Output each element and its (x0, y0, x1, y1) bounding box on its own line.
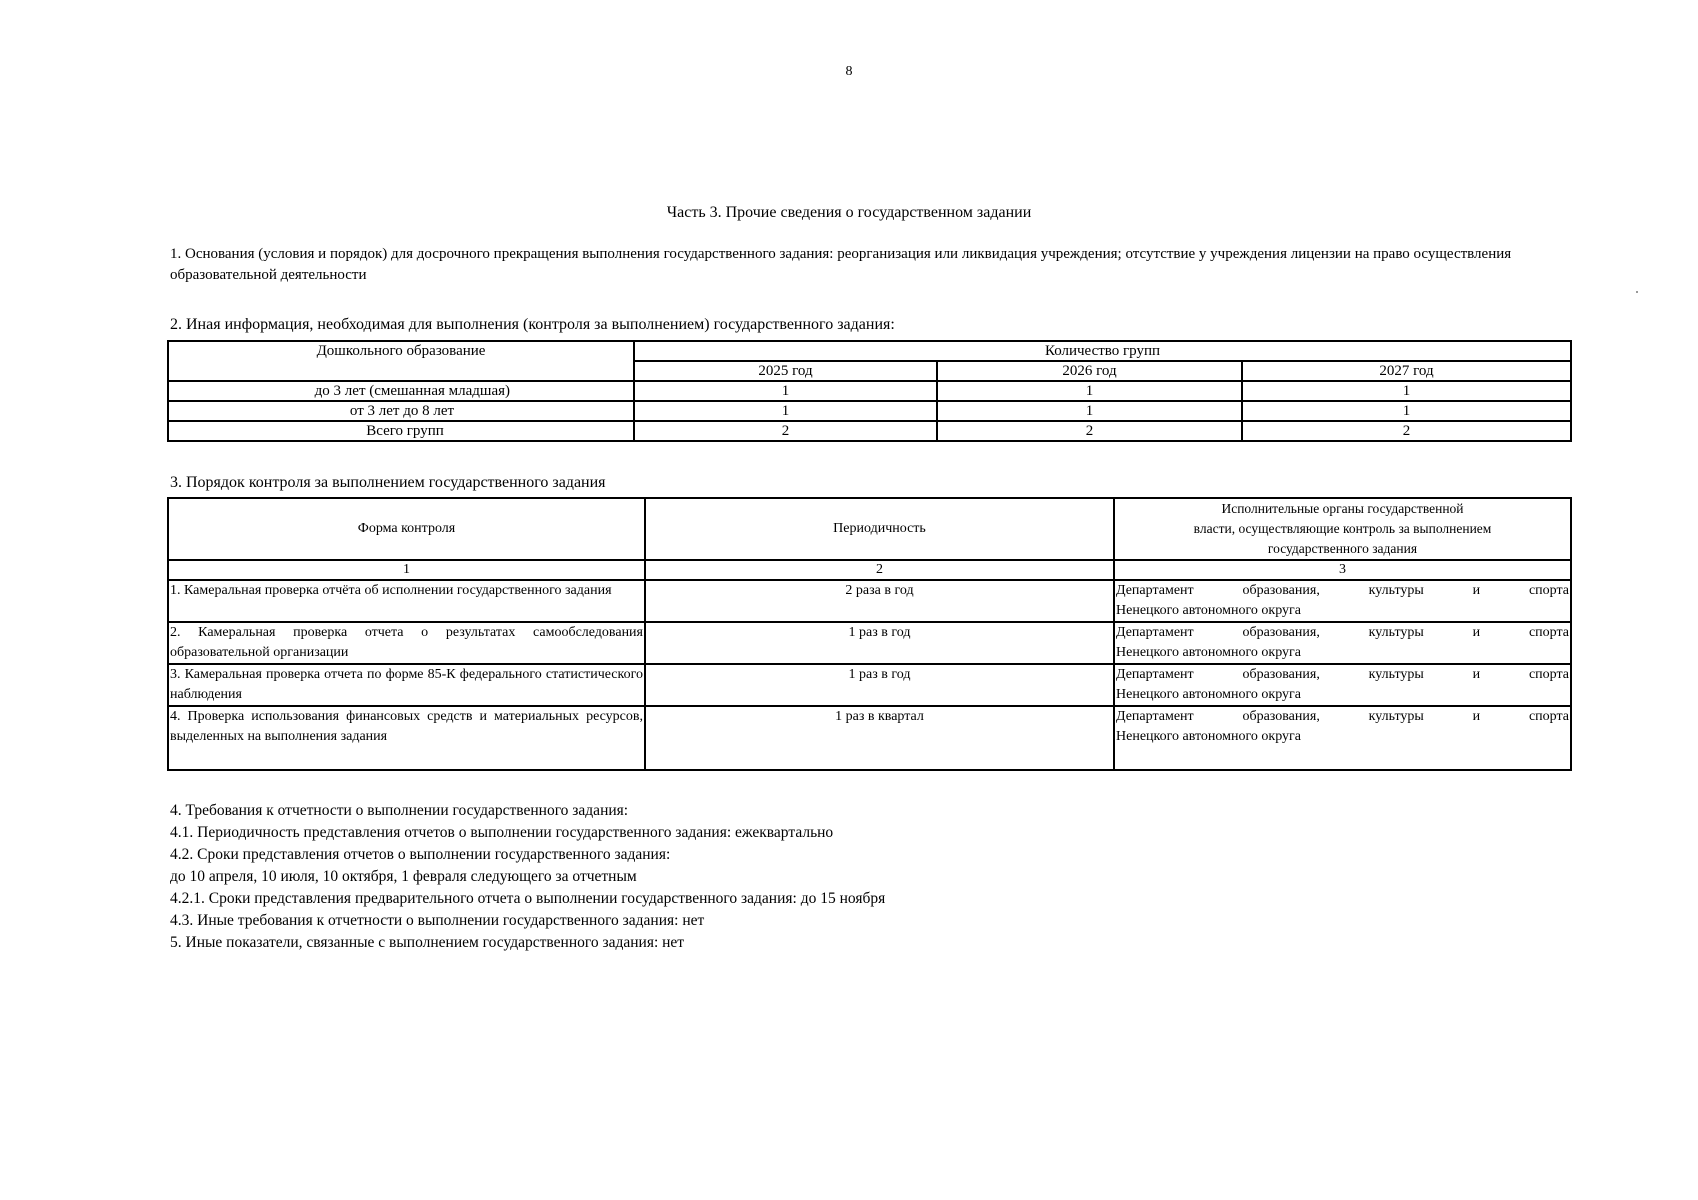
control-form-cell: 2. Камеральная проверка отчета о результатах самообследования образовательной организации (168, 622, 645, 664)
authority-line: Ненецкого автономного округа (1116, 687, 1301, 702)
periodicity-cell: 1 раз в год (645, 622, 1114, 664)
cell-value: 1 (634, 381, 937, 401)
column-number: 3 (1114, 560, 1571, 580)
cell-value: 1 (937, 401, 1242, 421)
periodicity-cell: 2 раза в год (645, 580, 1114, 622)
authority-line: Департамент образования, культуры и спорта (1116, 583, 1569, 598)
table-row (168, 664, 1571, 706)
groups-col-header: Дошкольного образование (168, 341, 634, 381)
row-label: от 3 лет до 8 лет (168, 401, 634, 421)
cell-value: 1 (1242, 401, 1571, 421)
cell-value: 1 (634, 401, 937, 421)
control-form-cell: 4. Проверка использования финансовых средств и материальных ресурсов, выделенных на выполнения задания (168, 706, 645, 770)
part-title: Часть 3. Прочие сведения о государственном задании (666, 204, 1032, 221)
control-form-cell: 3. Камеральная проверка отчета по форме 85-К федерального статистического наблюдения (168, 664, 645, 706)
authority-header-line: государственного задания (1267, 541, 1418, 556)
periodicity-cell: 1 раз в квартал (645, 706, 1114, 770)
column-number: 2 (645, 560, 1114, 580)
requirements-line: 4.3. Иные требования к отчетности о выполнении государственного задания: нет (170, 912, 705, 929)
authority-line: Департамент образования, культуры и спорта (1116, 709, 1569, 724)
authority-line: Ненецкого автономного округа (1116, 729, 1301, 744)
authority-header-line: Исполнительные органы государственной (1221, 501, 1464, 516)
requirements-line: 4. Требования к отчетности о выполнении государственного задания: (170, 802, 629, 819)
groups-count-header: Количество групп (634, 341, 1571, 361)
periodicity-cell: 1 раз в год (645, 664, 1114, 706)
page-number: 8 (845, 64, 853, 79)
table-row (168, 421, 1571, 441)
requirements-line: до 10 апреля, 10 июля, 10 октября, 1 февраля следующего за отчетным (170, 868, 637, 885)
authority-cell (1114, 664, 1571, 706)
table-row (168, 706, 1571, 770)
authority-line: Департамент образования, культуры и спорта (1116, 667, 1569, 682)
control-table (167, 497, 1572, 771)
authority-cell (1114, 706, 1571, 770)
requirements-line: 5. Иные показатели, связанные с выполнением государственного задания: нет (170, 934, 685, 951)
authority-cell (1114, 580, 1571, 622)
cell-value: 2 (1242, 421, 1571, 441)
year-header: 2025 год (634, 361, 937, 381)
authority-header-line: власти, осуществляющие контроль за выполнением (1193, 521, 1492, 536)
cell-value: 1 (937, 381, 1242, 401)
control-form-header: Форма контроля (168, 498, 645, 560)
table-row (168, 580, 1571, 622)
table-row (168, 401, 1571, 421)
authority-header (1114, 498, 1571, 560)
authority-line: Ненецкого автономного округа (1116, 645, 1301, 660)
year-header: 2027 год (1242, 361, 1571, 381)
cell-value: 1 (1242, 381, 1571, 401)
year-header: 2026 год (937, 361, 1242, 381)
section-2-heading: 2. Иная информация, необходимая для выполнения (контроля за выполнением) государственного задания: (170, 316, 895, 333)
scan-speck (1636, 291, 1638, 293)
table-row (168, 381, 1571, 401)
section-4-block (170, 800, 885, 954)
column-number: 1 (168, 560, 645, 580)
row-label: до 3 лет (смешанная младшая) (168, 381, 634, 401)
section-3-heading: 3. Порядок контроля за выполнением государственного задания (170, 474, 606, 491)
groups-table (167, 340, 1572, 442)
authority-line: Департамент образования, культуры и спорта (1116, 625, 1569, 640)
periodicity-header: Периодичность (645, 498, 1114, 560)
authority-line: Ненецкого автономного округа (1116, 603, 1301, 618)
authority-cell (1114, 622, 1571, 664)
control-form-cell: 1. Камеральная проверка отчёта об исполнении государственного задания (168, 580, 645, 622)
cell-value: 2 (634, 421, 937, 441)
requirements-line: 4.2.1. Сроки представления предварительного отчета о выполнении государственного задания: до 15 ноября (170, 890, 886, 907)
requirements-line: 4.2. Сроки представления отчетов о выполнении государственного задания: (170, 846, 671, 863)
cell-value: 2 (937, 421, 1242, 441)
section-1-text: 1. Основания (условия и порядок) для досрочного прекращения выполнения государственного задания: реорганизация или ликвидация учреждения; отсутствие у учреждения лицензии на право осуществления образовательной деятельности (170, 246, 1512, 283)
row-label: Всего групп (168, 421, 634, 441)
table-row (168, 622, 1571, 664)
requirements-line: 4.1. Периодичность представления отчетов о выполнении государственного задания: ежеквартально (170, 824, 834, 841)
